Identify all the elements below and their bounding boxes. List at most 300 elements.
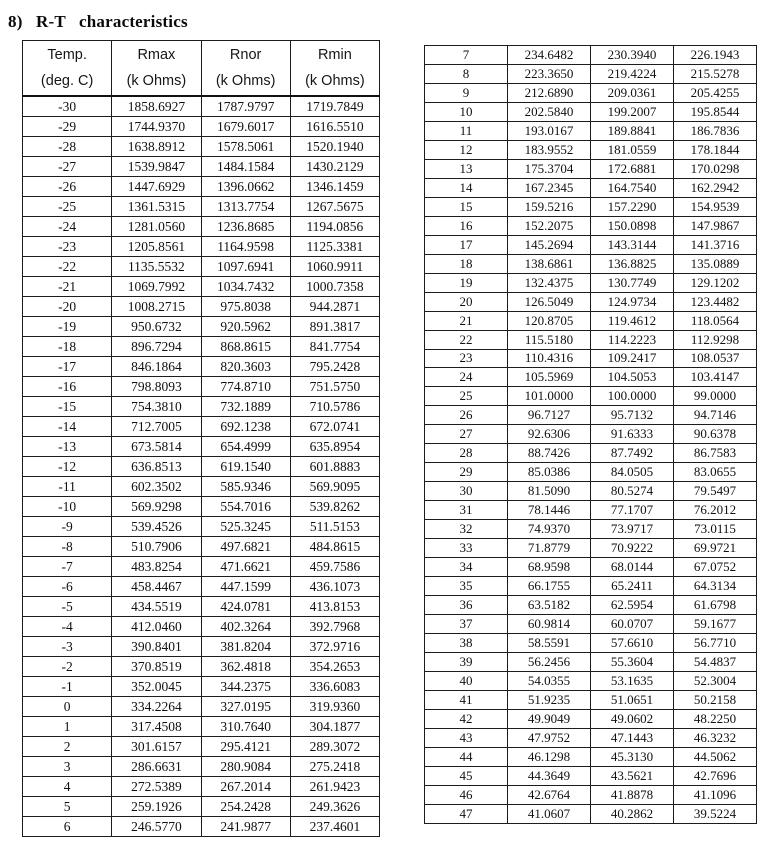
table-cell: 12 <box>425 140 508 159</box>
table-cell: 619.1540 <box>201 457 290 477</box>
col-header-rmin-line2: (k Ohms) <box>305 73 365 89</box>
table-cell: 497.6821 <box>201 537 290 557</box>
table-cell: -9 <box>23 517 112 537</box>
table-cell: 4 <box>23 777 112 797</box>
table-cell: 143.3144 <box>591 235 674 254</box>
table-cell: 55.3604 <box>591 653 674 672</box>
table-cell: 80.5274 <box>591 482 674 501</box>
table-cell: 334.2264 <box>112 697 201 717</box>
table-cell: 413.8153 <box>290 597 379 617</box>
table-cell: 267.2014 <box>201 777 290 797</box>
table-cell: 90.6378 <box>674 425 757 444</box>
table-cell: 1520.1940 <box>290 137 379 157</box>
table-cell: 344.2375 <box>201 677 290 697</box>
table-cell: 1484.1584 <box>201 157 290 177</box>
table-row <box>425 64 757 83</box>
col-header-temp-line1: Temp. <box>47 47 87 63</box>
table-cell: 2 <box>23 737 112 757</box>
table-cell: 436.1073 <box>290 577 379 597</box>
table-cell: 109.2417 <box>591 349 674 368</box>
table-cell: 120.8705 <box>508 311 591 330</box>
table-cell: 21 <box>425 311 508 330</box>
table-cell: 132.4375 <box>508 273 591 292</box>
table-cell: 41.1096 <box>674 785 757 804</box>
table-cell: -23 <box>23 237 112 257</box>
table-cell: 289.3072 <box>290 737 379 757</box>
table-cell: 1539.9847 <box>112 157 201 177</box>
table-cell: 172.6881 <box>591 159 674 178</box>
table-cell: 19 <box>425 273 508 292</box>
table-cell: 1396.0662 <box>201 177 290 197</box>
table-row <box>425 804 757 823</box>
table-cell: 23 <box>425 349 508 368</box>
page-title: 8) R-T characteristics <box>8 12 188 31</box>
col-header-rnor <box>201 41 290 97</box>
col-header-rmax <box>112 41 201 97</box>
table-cell: 372.9716 <box>290 637 379 657</box>
table-row <box>23 497 380 517</box>
table-cell: 104.5053 <box>591 368 674 387</box>
table-cell: 317.4508 <box>112 717 201 737</box>
table-cell: 8 <box>425 64 508 83</box>
table-cell: 42.7696 <box>674 766 757 785</box>
table-cell: 950.6732 <box>112 317 201 337</box>
table-cell: 14 <box>425 178 508 197</box>
table-cell: 525.3245 <box>201 517 290 537</box>
table-cell: 178.1844 <box>674 140 757 159</box>
table-cell: 891.3817 <box>290 317 379 337</box>
table-cell: 1135.5532 <box>112 257 201 277</box>
table-cell: 41.8878 <box>591 785 674 804</box>
table-header-row <box>23 41 380 97</box>
table-cell: 5 <box>23 797 112 817</box>
table-row <box>23 437 380 457</box>
table-cell: 1194.0856 <box>290 217 379 237</box>
table-cell: 154.9539 <box>674 197 757 216</box>
table-cell: 45.3130 <box>591 747 674 766</box>
table-cell: 105.5969 <box>508 368 591 387</box>
table-cell: -26 <box>23 177 112 197</box>
table-row <box>23 697 380 717</box>
table-row <box>23 197 380 217</box>
table-row <box>23 457 380 477</box>
col-header-rmax-line2: (k Ohms) <box>126 73 187 89</box>
table-cell: 412.0460 <box>112 617 201 637</box>
col-header-rnor-line2: (k Ohms) <box>215 73 276 89</box>
table-cell: 54.4837 <box>674 653 757 672</box>
table-row <box>425 482 757 501</box>
table-row <box>425 349 757 368</box>
table-row <box>23 777 380 797</box>
table-cell: 920.5962 <box>201 317 290 337</box>
table-cell: 44 <box>425 747 508 766</box>
table-cell: 47.9752 <box>508 728 591 747</box>
col-header-rnor-line1: Rnor <box>229 47 262 63</box>
table-cell: 162.2942 <box>674 178 757 197</box>
table-cell: -18 <box>23 337 112 357</box>
table-cell: 73.9717 <box>591 520 674 539</box>
table-cell: 1346.1459 <box>290 177 379 197</box>
table-row <box>23 317 380 337</box>
table-cell: 319.9360 <box>290 697 379 717</box>
table-cell: 39 <box>425 653 508 672</box>
table-cell: -16 <box>23 377 112 397</box>
table-cell: -15 <box>23 397 112 417</box>
table-row <box>23 297 380 317</box>
table-cell: -27 <box>23 157 112 177</box>
table-cell: 56.7710 <box>674 634 757 653</box>
table-cell: 38 <box>425 634 508 653</box>
table-cell: 732.1889 <box>201 397 290 417</box>
table-cell: -5 <box>23 597 112 617</box>
table-cell: 189.8841 <box>591 121 674 140</box>
table-cell: 83.0655 <box>674 463 757 482</box>
table-row <box>425 577 757 596</box>
table-cell: 59.1677 <box>674 615 757 634</box>
table-cell: 44.5062 <box>674 747 757 766</box>
table-row <box>23 277 380 297</box>
table-cell: 459.7586 <box>290 557 379 577</box>
table-cell: 33 <box>425 539 508 558</box>
table-cell: 215.5278 <box>674 64 757 83</box>
table-cell: 81.5090 <box>508 482 591 501</box>
table-cell: 9 <box>425 83 508 102</box>
table-row <box>425 254 757 273</box>
table-cell: 42.6764 <box>508 785 591 804</box>
table-cell: -24 <box>23 217 112 237</box>
table-cell: -13 <box>23 437 112 457</box>
table-row <box>425 83 757 102</box>
table-cell: 49.0602 <box>591 709 674 728</box>
table-row <box>425 140 757 159</box>
table-cell: 100.0000 <box>591 387 674 406</box>
table-cell: 6 <box>23 817 112 837</box>
table-row <box>425 311 757 330</box>
table-cell: 392.7968 <box>290 617 379 637</box>
table-cell: 60.9814 <box>508 615 591 634</box>
table-cell: 46.3232 <box>674 728 757 747</box>
table-cell: 126.5049 <box>508 292 591 311</box>
table-cell: 336.6083 <box>290 677 379 697</box>
table-cell: 370.8519 <box>112 657 201 677</box>
table-cell: 45 <box>425 766 508 785</box>
table-cell: 43.5621 <box>591 766 674 785</box>
table-cell: 30 <box>425 482 508 501</box>
table-cell: 1744.9370 <box>112 117 201 137</box>
table-cell: 539.4526 <box>112 517 201 537</box>
table-cell: 87.7492 <box>591 444 674 463</box>
table-cell: 846.1864 <box>112 357 201 377</box>
table-cell: 74.9370 <box>508 520 591 539</box>
table-cell: 175.3704 <box>508 159 591 178</box>
table-cell: 484.8615 <box>290 537 379 557</box>
table-cell: 95.7132 <box>591 406 674 425</box>
table-cell: 246.5770 <box>112 817 201 837</box>
table-cell: 67.0752 <box>674 558 757 577</box>
table-row <box>425 273 757 292</box>
table-cell: 447.1599 <box>201 577 290 597</box>
table-row <box>425 159 757 178</box>
table-cell: -10 <box>23 497 112 517</box>
table-cell: 54.0355 <box>508 671 591 690</box>
table-row <box>23 537 380 557</box>
table-cell: 73.0115 <box>674 520 757 539</box>
table-cell: 712.7005 <box>112 417 201 437</box>
table-cell: -28 <box>23 137 112 157</box>
table-cell: -8 <box>23 537 112 557</box>
table-row <box>23 757 380 777</box>
table-cell: 304.1877 <box>290 717 379 737</box>
table-row <box>425 501 757 520</box>
table-cell: 51.0651 <box>591 690 674 709</box>
table-cell: 18 <box>425 254 508 273</box>
table-row <box>425 728 757 747</box>
table-cell: 272.5389 <box>112 777 201 797</box>
table-cell: 48.2250 <box>674 709 757 728</box>
table-cell: 24 <box>425 368 508 387</box>
table-cell: 1578.5061 <box>201 137 290 157</box>
table-cell: 1361.5315 <box>112 197 201 217</box>
table-cell: 37 <box>425 615 508 634</box>
table-cell: 585.9346 <box>201 477 290 497</box>
table-cell: 1616.5510 <box>290 117 379 137</box>
table-cell: 110.4316 <box>508 349 591 368</box>
table-cell: 65.2411 <box>591 577 674 596</box>
table-cell: 1281.0560 <box>112 217 201 237</box>
table-cell: 352.0045 <box>112 677 201 697</box>
table-cell: 254.2428 <box>201 797 290 817</box>
table-cell: 39.5224 <box>674 804 757 823</box>
table-cell: 458.4467 <box>112 577 201 597</box>
table-cell: 181.0559 <box>591 140 674 159</box>
table-cell: 101.0000 <box>508 387 591 406</box>
table-row <box>425 615 757 634</box>
table-cell: 483.8254 <box>112 557 201 577</box>
table-cell: -4 <box>23 617 112 637</box>
table-cell: 66.1755 <box>508 577 591 596</box>
table-row <box>23 96 380 117</box>
table-cell: 77.1707 <box>591 501 674 520</box>
table-cell: -7 <box>23 557 112 577</box>
table-row <box>23 737 380 757</box>
table-cell: 99.0000 <box>674 387 757 406</box>
table-row <box>23 357 380 377</box>
table-cell: 32 <box>425 520 508 539</box>
table-cell: 92.6306 <box>508 425 591 444</box>
table-row <box>23 337 380 357</box>
table-row <box>425 558 757 577</box>
table-cell: 43 <box>425 728 508 747</box>
table-cell: -29 <box>23 117 112 137</box>
table-cell: 259.1926 <box>112 797 201 817</box>
table-cell: 1 <box>23 717 112 737</box>
table-cell: 10 <box>425 102 508 121</box>
table-cell: 49.9049 <box>508 709 591 728</box>
table-cell: 1205.8561 <box>112 237 201 257</box>
table-cell: 68.0144 <box>591 558 674 577</box>
table-cell: 510.7906 <box>112 537 201 557</box>
table-row <box>425 690 757 709</box>
table-cell: 539.8262 <box>290 497 379 517</box>
table-cell: 390.8401 <box>112 637 201 657</box>
table-cell: 636.8513 <box>112 457 201 477</box>
table-cell: 434.5519 <box>112 597 201 617</box>
table-cell: 841.7754 <box>290 337 379 357</box>
table-cell: 135.0889 <box>674 254 757 273</box>
table-cell: 112.9298 <box>674 330 757 349</box>
table-cell: 310.7640 <box>201 717 290 737</box>
table-cell: 234.6482 <box>508 46 591 65</box>
table-cell: 68.9598 <box>508 558 591 577</box>
table-cell: 157.2290 <box>591 197 674 216</box>
table-cell: -22 <box>23 257 112 277</box>
table-cell: 1069.7992 <box>112 277 201 297</box>
table-cell: 820.3603 <box>201 357 290 377</box>
table-cell: 71.8779 <box>508 539 591 558</box>
rt-table-right <box>424 45 757 824</box>
table-row <box>425 216 757 235</box>
table-cell: 41 <box>425 690 508 709</box>
table-cell: 212.6890 <box>508 83 591 102</box>
table-cell: 1679.6017 <box>201 117 290 137</box>
table-row <box>425 596 757 615</box>
table-cell: 241.9877 <box>201 817 290 837</box>
table-cell: 754.3810 <box>112 397 201 417</box>
table-cell: 26 <box>425 406 508 425</box>
table-cell: 145.2694 <box>508 235 591 254</box>
table-row <box>425 709 757 728</box>
table-cell: 199.2007 <box>591 102 674 121</box>
table-cell: 13 <box>425 159 508 178</box>
table-cell: 975.8038 <box>201 297 290 317</box>
table-cell: 354.2653 <box>290 657 379 677</box>
table-cell: 22 <box>425 330 508 349</box>
table-cell: 193.0167 <box>508 121 591 140</box>
table-cell: 7 <box>425 46 508 65</box>
table-cell: 42 <box>425 709 508 728</box>
table-row <box>425 463 757 482</box>
table-cell: 327.0195 <box>201 697 290 717</box>
table-cell: 114.2223 <box>591 330 674 349</box>
table-row <box>425 671 757 690</box>
table-cell: 15 <box>425 197 508 216</box>
table-cell: -19 <box>23 317 112 337</box>
table-cell: 96.7127 <box>508 406 591 425</box>
table-cell: 672.0741 <box>290 417 379 437</box>
table-cell: 51.9235 <box>508 690 591 709</box>
table-cell: 944.2871 <box>290 297 379 317</box>
table-row <box>23 717 380 737</box>
table-cell: 119.4612 <box>591 311 674 330</box>
table-cell: -14 <box>23 417 112 437</box>
table-cell: 63.5182 <box>508 596 591 615</box>
table-row <box>23 237 380 257</box>
table-cell: 275.2418 <box>290 757 379 777</box>
col-header-rmax-line1: Rmax <box>137 47 176 63</box>
table-row <box>425 539 757 558</box>
table-cell: 58.5591 <box>508 634 591 653</box>
table-row <box>23 637 380 657</box>
table-cell: 601.8883 <box>290 457 379 477</box>
table-cell: 1034.7432 <box>201 277 290 297</box>
table-cell: 41.0607 <box>508 804 591 823</box>
table-cell: 3 <box>23 757 112 777</box>
table-cell: 115.5180 <box>508 330 591 349</box>
table-row <box>23 657 380 677</box>
table-cell: 35 <box>425 577 508 596</box>
table-cell: -3 <box>23 637 112 657</box>
table-cell: 1267.5675 <box>290 197 379 217</box>
table-cell: 150.0898 <box>591 216 674 235</box>
table-cell: 1000.7358 <box>290 277 379 297</box>
col-header-temp <box>23 41 112 97</box>
table-cell: 31 <box>425 501 508 520</box>
table-cell: 1787.9797 <box>201 96 290 117</box>
table-cell: 402.3264 <box>201 617 290 637</box>
table-cell: 78.1446 <box>508 501 591 520</box>
table-row <box>23 557 380 577</box>
table-cell: 301.6157 <box>112 737 201 757</box>
table-cell: 774.8710 <box>201 377 290 397</box>
table-cell: 141.3716 <box>674 235 757 254</box>
table-row <box>23 797 380 817</box>
col-header-temp-line2: (deg. C) <box>40 73 94 89</box>
table-cell: 69.9721 <box>674 539 757 558</box>
rt-table-right-body <box>425 46 757 824</box>
table-cell: 286.6631 <box>112 757 201 777</box>
table-row <box>23 517 380 537</box>
col-header-rmin <box>290 41 379 97</box>
table-row <box>425 785 757 804</box>
table-row <box>425 406 757 425</box>
table-cell: 85.0386 <box>508 463 591 482</box>
table-cell: 1060.9911 <box>290 257 379 277</box>
table-row <box>23 677 380 697</box>
table-cell: 57.6610 <box>591 634 674 653</box>
table-cell: 471.6621 <box>201 557 290 577</box>
table-row <box>23 257 380 277</box>
table-row <box>23 577 380 597</box>
table-cell: 53.1635 <box>591 671 674 690</box>
table-cell: 164.7540 <box>591 178 674 197</box>
table-row <box>425 634 757 653</box>
table-cell: 381.8204 <box>201 637 290 657</box>
table-row <box>23 817 380 837</box>
table-cell: 70.9222 <box>591 539 674 558</box>
table-cell: 209.0361 <box>591 83 674 102</box>
table-cell: 202.5840 <box>508 102 591 121</box>
table-cell: -1 <box>23 677 112 697</box>
table-row <box>23 617 380 637</box>
table-cell: -17 <box>23 357 112 377</box>
table-cell: 223.3650 <box>508 64 591 83</box>
table-row <box>23 157 380 177</box>
table-cell: 1313.7754 <box>201 197 290 217</box>
table-cell: 230.3940 <box>591 46 674 65</box>
table-cell: 50.2158 <box>674 690 757 709</box>
table-row <box>23 137 380 157</box>
table-cell: 237.4601 <box>290 817 379 837</box>
table-cell: 27 <box>425 425 508 444</box>
table-row <box>425 46 757 65</box>
table-cell: 424.0781 <box>201 597 290 617</box>
table-cell: 1236.8685 <box>201 217 290 237</box>
table-cell: 103.4147 <box>674 368 757 387</box>
table-row <box>425 178 757 197</box>
table-cell: 36 <box>425 596 508 615</box>
table-cell: 25 <box>425 387 508 406</box>
table-cell: 11 <box>425 121 508 140</box>
